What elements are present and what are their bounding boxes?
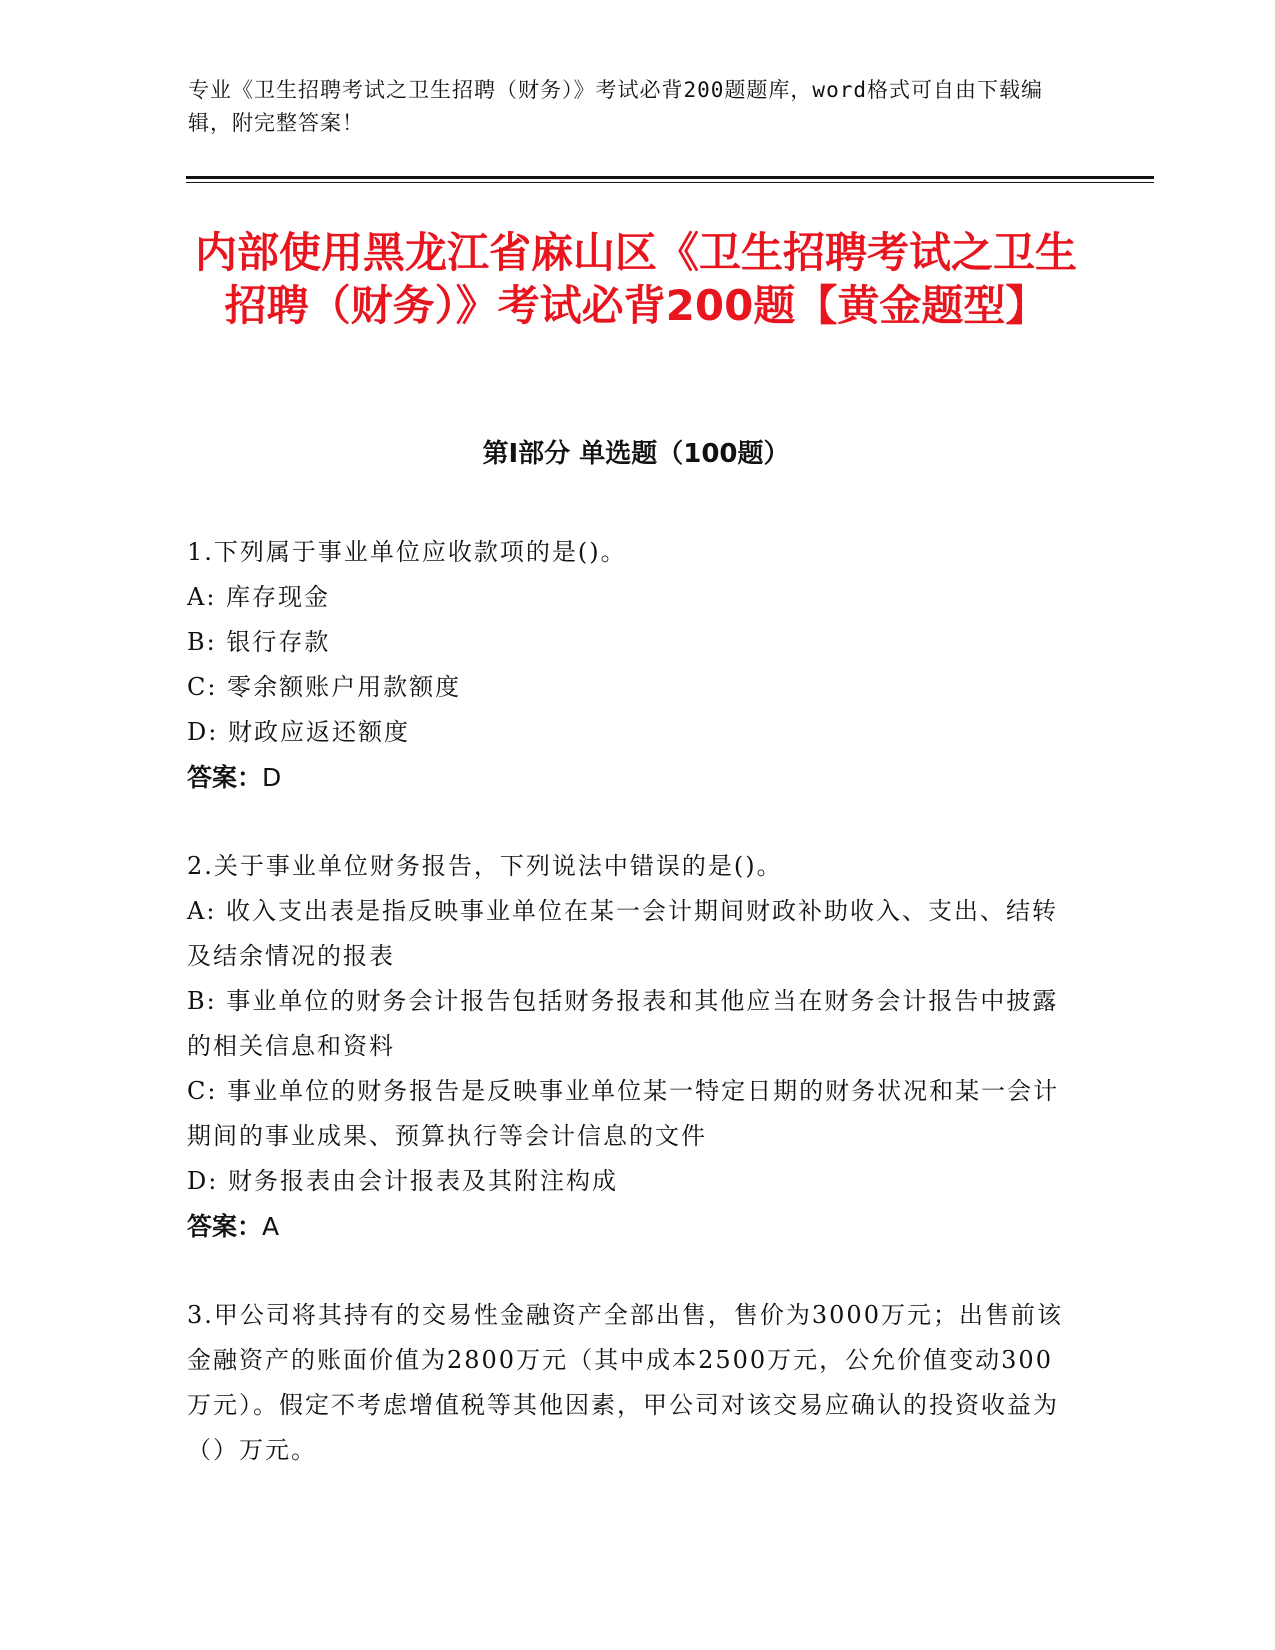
question-1	[187, 530, 1067, 800]
question-2	[187, 844, 1067, 1249]
answer-label: 答案：	[187, 763, 263, 792]
option-a: A: 收入支出表是指反映事业单位在某一会计期间财政补助收入、支出、结转及结余情况的报表	[187, 897, 1059, 970]
option-d: D: 财政应返还额度	[187, 718, 410, 746]
header-note: 专业《卫生招聘考试之卫生招聘（财务）》考试必背200题题库，word格式可自由下载编辑，附完整答案！	[188, 78, 1043, 135]
document-title: 内部使用黑龙江省麻山区《卫生招聘考试之卫生招聘（财务）》考试必背200题【黄金题型】	[194, 228, 1077, 330]
option-d: D: 财务报表由会计报表及其附注构成	[187, 1167, 618, 1195]
header-divider-thick	[186, 176, 1154, 179]
question-stem: 1.下列属于事业单位应收款项的是()。	[187, 538, 627, 566]
answer-line	[187, 1204, 1067, 1249]
option-b: B: 银行存款	[187, 628, 331, 656]
question-stem: 3.甲公司将其持有的交易性金融资产全部出售，售价为3000万元；出售前该金融资产的账面价值为2800万元（其中成本2500万元，公允价值变动300万元）。假定不考虑增值税等其他因素，甲公司对该交易应确认的投资收益为（）万元。	[187, 1301, 1063, 1464]
option-a: A: 库存现金	[187, 583, 331, 611]
option-c: C: 零余额账户用款额度	[187, 673, 462, 701]
question-3	[187, 1293, 1067, 1473]
answer-value: D	[262, 763, 282, 792]
answer-line	[187, 755, 1067, 800]
option-b: B: 事业单位的财务会计报告包括财务报表和其他应当在财务会计报告中披露的相关信息和资料	[187, 987, 1059, 1060]
answer-value: A	[262, 1212, 280, 1241]
header-divider-thin	[186, 182, 1154, 183]
option-c: C: 事业单位的财务报告是反映事业单位某一特定日期的财务状况和某一会计期间的事业成果、预算执行等会计信息的文件	[187, 1077, 1060, 1150]
question-list	[187, 530, 1067, 1473]
section-heading: 第Ⅰ部分 单选题（100题）	[482, 439, 790, 469]
question-stem: 2.关于事业单位财务报告，下列说法中错误的是()。	[187, 852, 783, 880]
answer-label: 答案：	[187, 1212, 263, 1241]
